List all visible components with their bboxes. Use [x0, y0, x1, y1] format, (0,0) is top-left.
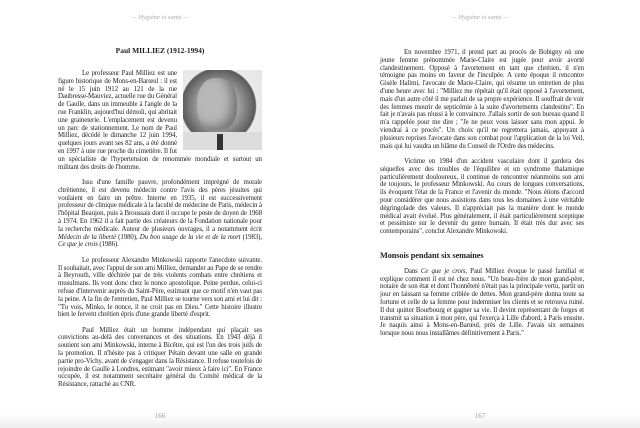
- right-text-column: [380, 49, 584, 345]
- section-heading: Monsois pendant six semaines: [380, 250, 484, 260]
- paragraph: En novembre 1971, il prend part au procès de Bobigny où une jeune femme prénommée Marie-Claire est jugée pour avoir avorté clandestinement. Opposé à l'avortement en tant que chrétien, il n'en témoigne pas moins en faveur de l'inculpée. A cette époque il rencontre Gisèle Halimi, l'avocate de Marie-Claire, qui résume un entretien de plus d'une heure avec lui : "Milliez me répétait qu'il était opposé à l'avortement, mais d'un autre côté il me parlait de sa propre expérience. Il souffrait de voir des femmes mourir de septicémie à la suite d'avortements clandestins". En fait je n'avais pas réussi à le convaincre. J'allais sortir de son bureau quand il m'a rappelée pour me dire ; "Je ne peux vous laisser sans mon appui. Je viendrai à ce procès". Un choix qu'il ne regrettera jamais, appuyant à plusieurs reprises l'avocate dans son combat pour l'application de la loi Veil, mais qui lui vaudra un blâme du Conseil de l'Ordre des médecins.: [380, 49, 584, 150]
- text: (1983),: [240, 233, 262, 241]
- article-title: Paul MILLIEZ (1912-1994): [115, 46, 205, 55]
- book-title: Médecin de la liberté: [58, 233, 117, 241]
- page-number: 166: [154, 412, 166, 420]
- left-text-column: [58, 70, 262, 397]
- text: , Paul Milliez évoque le passé familial et explique comment il est né chez nous. "Un beau-frère de mon grand-père, notaire de son état et dont l'honnêteté n'était pas la principale vertu, partit un jour en laissant sa femme criblée de dettes. Mon grand-père donna toute sa fortune et celle de sa femme pour indemniser les clients et se retrouva ruiné. Il dut quitter Bourbourg et gagner sa vie. Il devint représentant de forges et transmit sa situation à mon père, qui l'exerça à Lille d'abord, à Paris ensuite. Je naquis ainsi à Mons-en-Barœul, près de Lille. J'avais six semaines lorsque nous nous installâmes définitivement à Paris.": [380, 267, 584, 338]
- text: Issu d'une famille pauvre, profondément imprégné de morale chrétienne, il est devenu médecin contre l'avis des pères jésuites qui voulaient en faire un prêtre. Interne en 1935, il est successivement professeur de clinique médicale à la faculté de médecine de Paris, médecin à l'hôpital Beaujon, puis à Broussais dont il occupe le poste de doyen de 1968 à 1974. En 1962 il a fait partie des créateurs de la Fondation nationale pour la recherche médicale. Auteur de plusieurs ouvrages, il a notamment écrit: [58, 178, 262, 233]
- text: (1986).: [97, 241, 119, 249]
- text: Dans: [404, 267, 421, 275]
- book-title: Ce que je crois: [58, 241, 98, 249]
- paragraph: [380, 268, 584, 338]
- paragraph: Paul Milliez était un homme indépendant qui plaçait ses convictions au-delà des convenances et des situations. En 1943 déjà il soutient son ami Minkowski, interne à Bicêtre, qui est l'un des trois juifs de la promotion. Il n'hésite pas à critiquer Pétain devant une salle en grande partie pro-Vichy, avant de s'engager dans la Résistance. Il refuse toutefois de rejoindre de Gaulle à Londres, estimant "avoir mieux à faire ici". En France occupée, il est notamment secrétaire général du Comité médical de la Résistance, rattaché au CNR.: [58, 326, 262, 389]
- paragraph: [58, 179, 262, 249]
- paragraph: Le professeur Alexandre Minkowski rapporte l'anecdote suivante. Il souhaitait, avec l'appui de son ami Milliez, demander au Pape de se rendre à Beyrouth, ville déchirée par de très violents combats entre chrétiens et musulmans. Ils vont donc chez le nonce apostolique. Peine perdue, celui-ci refuse d'intervenir auprès du Saint-Père, estimant que ce motif n'en vaut pas la peine. A la fin de l'entretien, Paul Milliez se tourne vers son ami et lui dit : "Tu vois, Minko, le nonce, il ne croit pas en Dieu." Cette histoire illustre bien le fervent chrétien épris d'une grande liberté d'esprit.: [58, 256, 262, 319]
- book-title: Du bon usage de la vie et de la mort: [139, 233, 241, 241]
- running-head: — Hygiène et santé —: [130, 14, 190, 21]
- paragraph: Victime en 1984 d'un accident vasculaire dont il gardera des séquelles avec des troubles de l'équilibre et un syndrome thalamique particulièrement douloureux, il continue de rencontrer néanmoins son ami de toujours, le professeur Minkowski. Au cours de longues conversations, ils évoquent l'état de la France et l'avenir du monde. "Nous étions d'accord pour considérer que nous assistions dans tous les domaines à une véritable dégringolade des valeurs. Il n'appréciait pas la manière dont le monde médical avait évolué. Plus généralement, il était particulièrement sceptique et pessimiste sur le devenir du genre humain. Il était très dur avec ses contemporains", conclut Alexandre Minkowski.: [380, 157, 584, 236]
- portrait-photo: [183, 70, 262, 150]
- text: (1980),: [116, 233, 140, 241]
- right-page: [320, 0, 640, 428]
- book-title: Ce que je crois: [420, 267, 466, 275]
- page-number: 167: [474, 412, 486, 420]
- paragraph: Le professeur Paul Milliez est une figure historique de Mons-en-Barœul : il est né le 15 juin 1912 au 121 de la rue Daubresse-Mauviez, actuelle rue du Général de Gaulle, dans un immeuble à l'angle de la rue Franklin, aujourd'hui démoli, qui abritait une graineterie. L'emplacement est devenu un parc de stationnement. Le nom de Paul Milliez, décédé le dimanche 12 juin 1994, quelques jours avant ses 82 ans, a été donné en 1997 à une rue proche du cimetière. Il fut un spécialiste de l'hypertension de renommée mondiale et surtout un militant des droits de l'homme.: [58, 70, 262, 171]
- running-head: — Hygiène et santé —: [450, 14, 510, 21]
